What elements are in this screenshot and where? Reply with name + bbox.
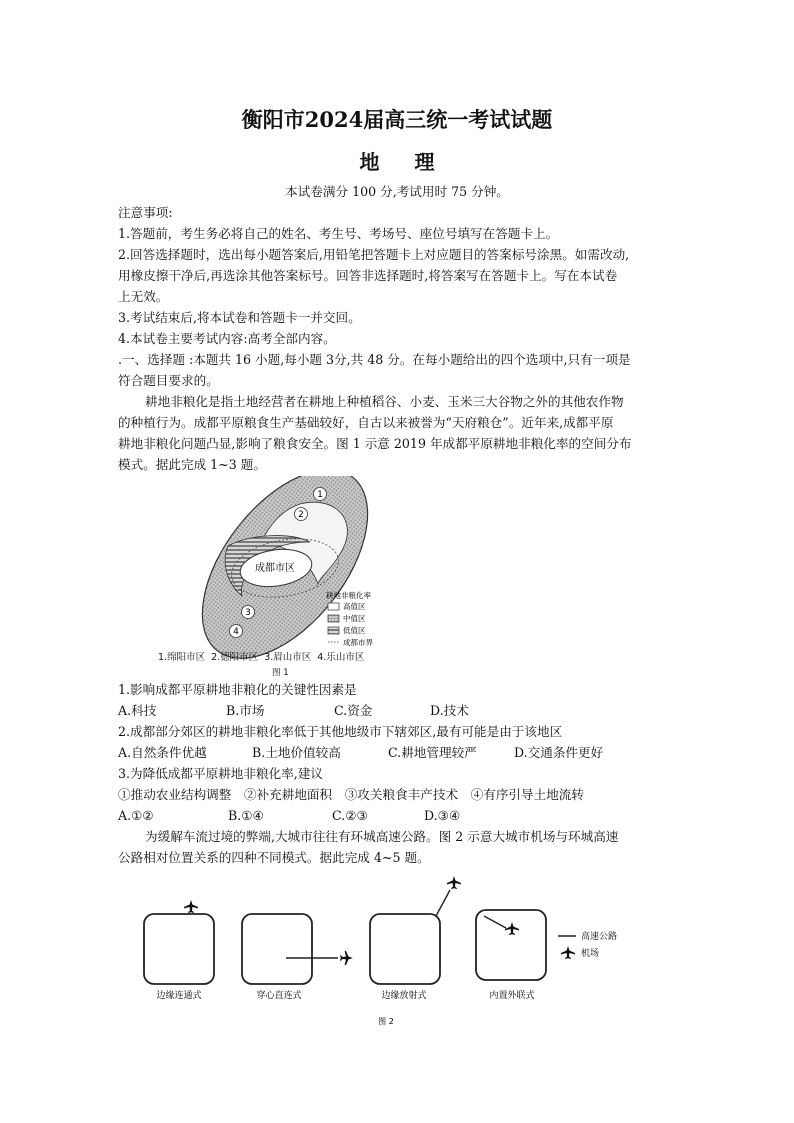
intro-text: 为缓解车流过境的弊端,大城市往往有环城高速公路。图 2 示意大城市机场与环城高速 <box>145 829 619 844</box>
option-c[interactable]: C.②③ <box>332 808 368 823</box>
mode-label: 穿心直连式 <box>256 991 302 1001</box>
figure-1-legend <box>326 590 373 647</box>
question-1-stem: 1.影响成都平原耕地非粮化的关键性因素是 <box>118 682 357 697</box>
section-heading-cont: 符合题目要求的。 <box>118 373 219 388</box>
notice-item: 4.本试卷主要考试内容:高考全部内容。 <box>118 331 336 346</box>
mode-cross-direct <box>242 914 353 1001</box>
intro-text: 耕地非粮化是指土地经营者在耕地上种植稻谷、小麦、玉米三大谷物之外的其他农作物 <box>145 394 624 409</box>
exam-title: 衡阳市2024届高三统一考试试题 <box>241 107 553 132</box>
exam-note: 本试卷满分 100 分,考试用时 75 分钟。 <box>285 184 509 199</box>
figure-2-diagram <box>118 868 638 1028</box>
option-a[interactable]: A.自然条件优越 <box>118 745 207 760</box>
question-2-options <box>118 742 674 763</box>
legend-swatch-high <box>328 603 339 610</box>
legend-swatch-low <box>328 627 339 634</box>
option-b[interactable]: B.市场 <box>226 703 265 718</box>
notice-item: 1.答题前，考生务必将自己的姓名、考生号、考场号、座位号填写在答题卡上。 <box>118 226 559 241</box>
airplane-icon <box>561 946 575 959</box>
option-b[interactable]: B.①④ <box>228 808 264 823</box>
intro-text: 模式。据此完成 1~3 题。 <box>118 457 266 472</box>
ring-highway <box>144 914 214 984</box>
ring-highway <box>370 914 440 984</box>
option-d[interactable]: D.③④ <box>424 808 461 823</box>
option-c[interactable]: C.耕地管理较严 <box>388 745 477 760</box>
option-d[interactable]: D.交通条件更好 <box>514 745 604 760</box>
option-c[interactable]: C.资金 <box>334 703 373 718</box>
svg-text:2: 2 <box>298 510 304 520</box>
intro-text: 耕地非粮化问题凸显,影响了粮食安全。图 1 示意 2019 年成都平原耕地非粮化率的空间分布 <box>118 436 632 451</box>
mode-edge-radial <box>370 876 461 1001</box>
zone-marker-1 <box>314 488 327 501</box>
zone-marker-4 <box>230 625 243 638</box>
svg-text:4: 4 <box>233 627 239 637</box>
mode-edge-connected <box>144 900 214 1001</box>
notice-item: 用橡皮擦干净后,再选涂其他答案标号。回答非选择题时,将答案写在答题卡上。写在本试卷 <box>118 268 618 283</box>
svg-text:3: 3 <box>245 608 251 618</box>
zone-marker-3 <box>242 606 255 619</box>
mode-label: 边缘放射式 <box>381 991 427 1001</box>
question-3-options <box>118 805 674 826</box>
legend-swatch-mid <box>328 615 339 622</box>
mode-built-in-external <box>476 910 546 1001</box>
legend-label: 低值区 <box>343 626 366 635</box>
figure-2-legend <box>558 930 617 959</box>
notice-item: 上无效。 <box>118 289 169 304</box>
legend-title: 耕地非粮化率 <box>326 591 371 600</box>
intro-text: 的种植行为。成都平原粮食生产基础较好，自古以来被誉为“天府粮仓”。近年来,成都平原 <box>118 415 614 430</box>
svg-text:1: 1 <box>317 490 323 500</box>
legend-label: 高速公路 <box>581 932 618 942</box>
figure-1-cities: 1.绵阳市区 2.德阳市区 3.眉山市区 4.乐山市区 <box>158 652 365 663</box>
notice-item: 2.回答选择题时，选出每小题答案后,用铅笔把答题卡上对应题目的答案标号涂黑。如需改动, <box>118 247 630 262</box>
notice-heading: 注意事项: <box>118 205 173 220</box>
airplane-icon <box>184 900 198 913</box>
figure-1-caption: 图 1 <box>272 668 289 678</box>
zone-marker-2 <box>295 508 308 521</box>
section-heading: .一、选择题 :本题共 16 小题,每小题 3分,共 48 分。在每小题给出的四个选项中,只有一项是 <box>118 352 631 367</box>
question-3-statements: ①推动农业结构调整 ②补充耕地面积 ③攻关粮食丰产技术 ④有序引导土地流转 <box>118 787 584 802</box>
city-label: 成都市区 <box>255 563 295 574</box>
option-d[interactable]: D.技术 <box>430 703 469 718</box>
mode-label: 内置外联式 <box>489 991 535 1001</box>
legend-label: 中值区 <box>343 614 366 623</box>
airplane-icon <box>447 876 461 889</box>
question-2-stem: 2.成都部分郊区的耕地非粮化率低于其他地级市下辖郊区,最有可能是由于该地区 <box>118 724 563 739</box>
option-b[interactable]: B.土地价值较高 <box>252 745 341 760</box>
figure-1-map <box>150 476 420 678</box>
option-a[interactable]: A.①② <box>118 808 154 823</box>
option-a[interactable]: A.科技 <box>118 703 157 718</box>
legend-label: 成都市界 <box>343 638 373 647</box>
notice-item: 3.考试结束后,将本试卷和答题卡一并交回。 <box>118 310 361 325</box>
ring-highway <box>476 910 546 980</box>
airplane-icon <box>340 951 353 965</box>
highway-link <box>436 890 450 916</box>
ring-highway <box>242 914 312 984</box>
intro-text: 公路相对位置关系的四种不同模式。据此完成 4~5 题。 <box>118 850 430 865</box>
highway-link <box>484 916 506 928</box>
subject-title: 地 理 <box>359 150 449 174</box>
legend-label: 机场 <box>581 949 600 959</box>
question-1-options <box>118 700 674 721</box>
airplane-icon <box>505 922 519 935</box>
legend-label: 高值区 <box>343 602 366 611</box>
figure-2-caption: 图 2 <box>378 1017 394 1026</box>
question-3-stem: 3.为降低成都平原耕地非粮化率,建议 <box>118 766 323 781</box>
mode-label: 边缘连通式 <box>156 991 202 1001</box>
